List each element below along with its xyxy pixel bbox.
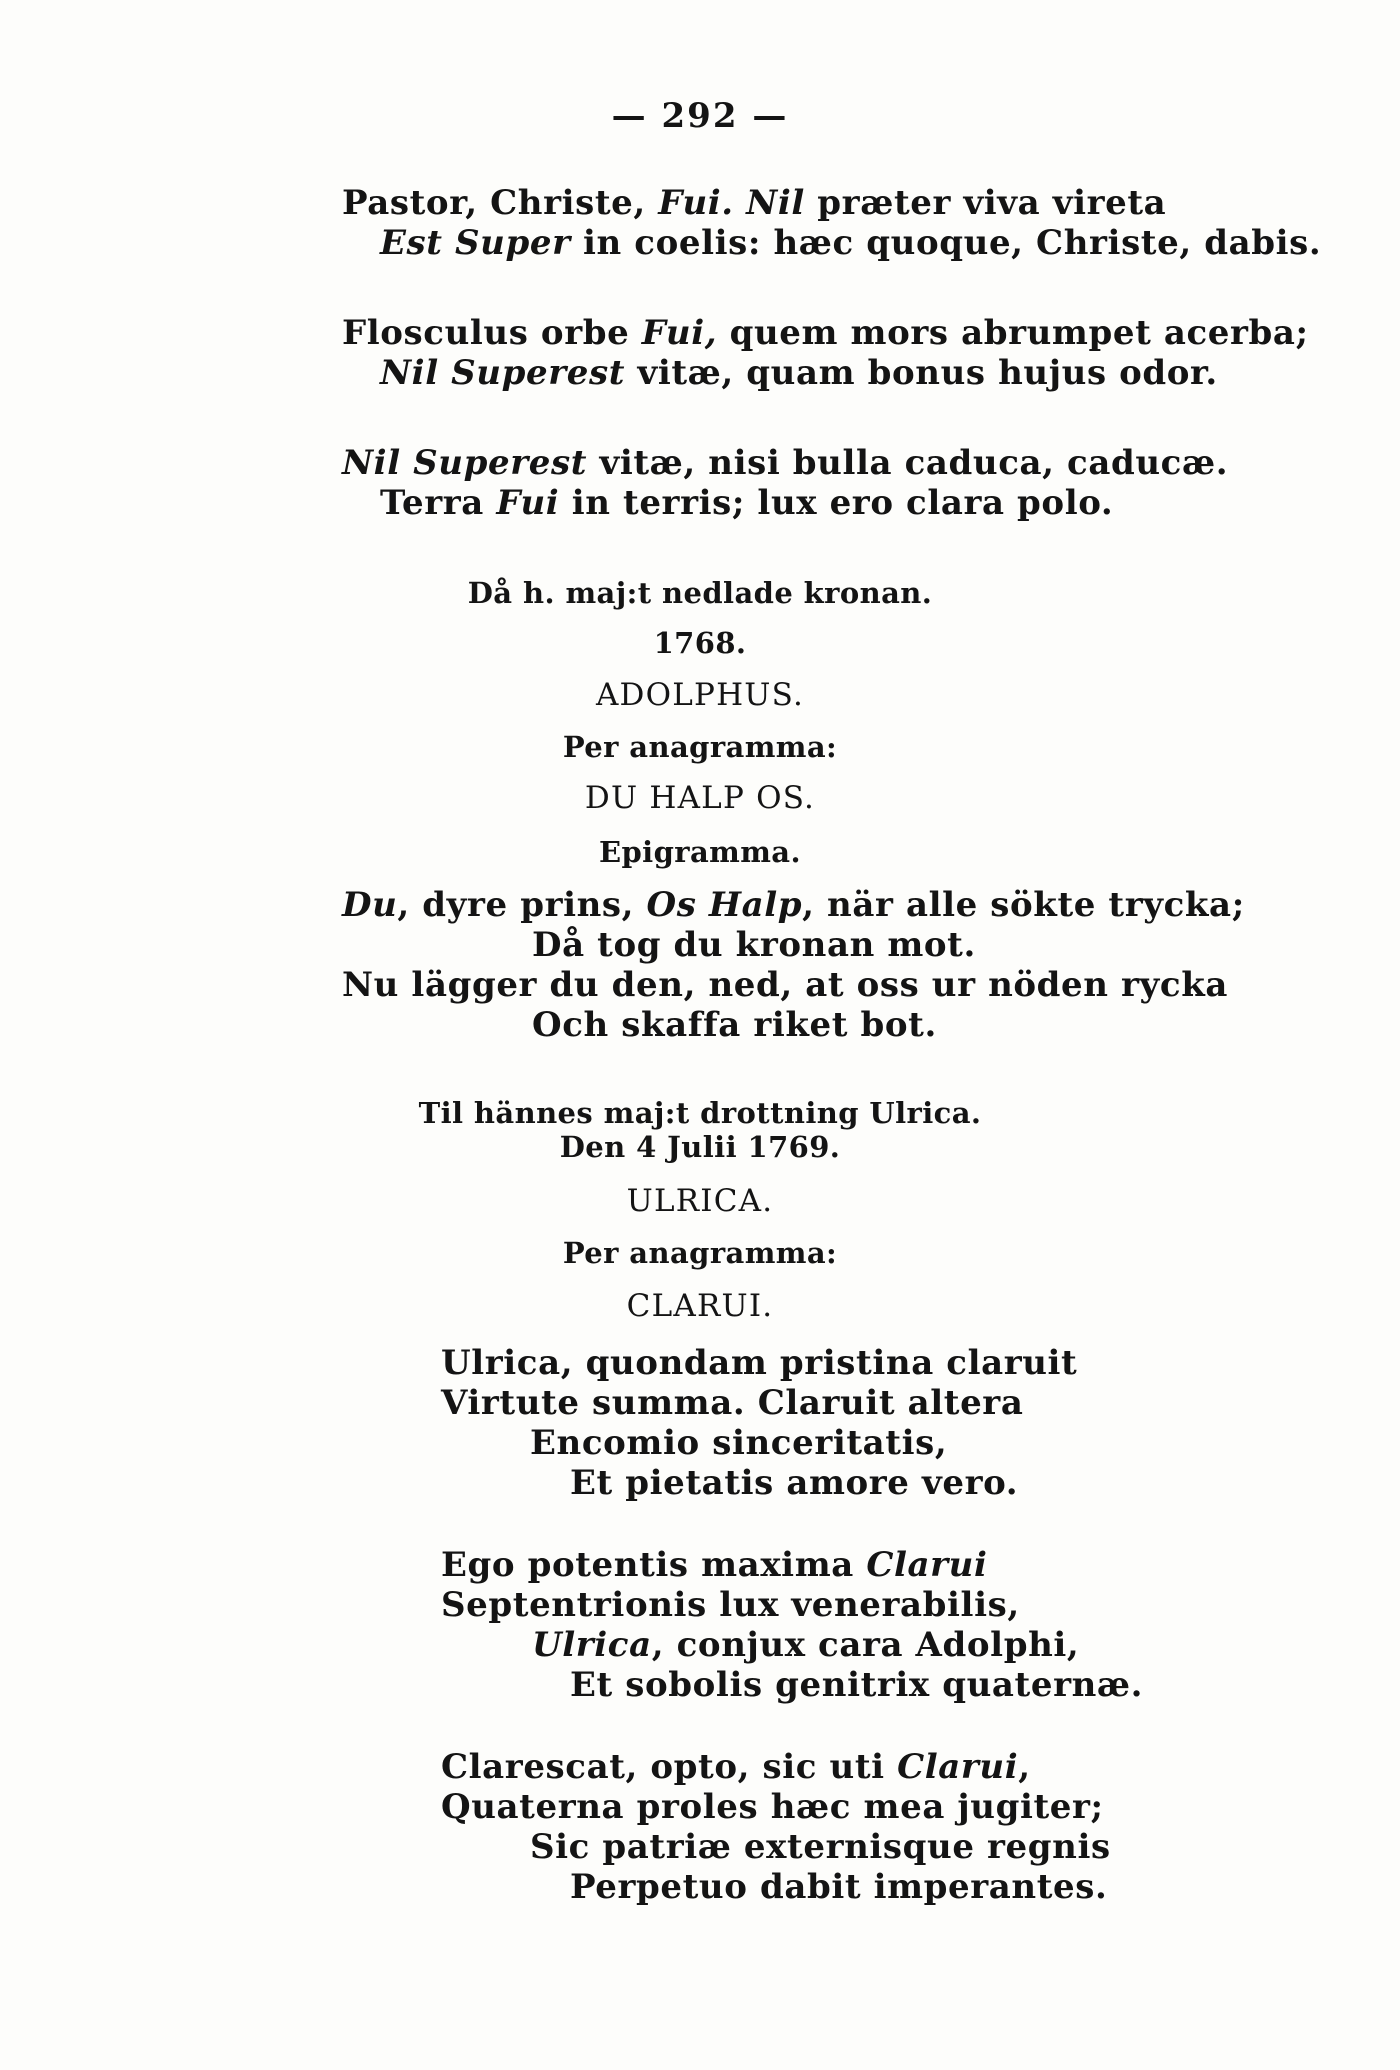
genre-heading: Epigramma. (598, 835, 801, 869)
verse-line: Et sobolis genitrix quaternæ. (570, 1665, 1144, 1705)
verse-line: Terra Fui in terris; lux ero clara polo. (380, 483, 1114, 523)
occasion-heading: Til hännes maj:t drottning Ulrica. (418, 1096, 982, 1130)
verse-line: Perpetuo dabit imperantes. (570, 1867, 1108, 1907)
verse-line: Ulrica, quondam pristina claruit (441, 1343, 1078, 1383)
name-heading: ADOLPHUS. (595, 677, 805, 713)
date-heading: Den 4 Julii 1769. (559, 1130, 841, 1164)
per-anagramma-label: Per anagramma: (562, 730, 838, 764)
name-heading: ULRICA. (626, 1183, 774, 1219)
verse-line: Och skaffa riket bot. (532, 1005, 937, 1045)
year-heading: 1768. (653, 626, 747, 660)
verse-line: Nu lägger du den, ned, at oss ur nöden rycka (342, 965, 1228, 1005)
verse-line: Virtute summa. Claruit altera (441, 1383, 1024, 1423)
page-number: — 292 — (611, 96, 789, 136)
verse-line: Flosculus orbe Fui, quem mors abrumpet acerba; (342, 313, 1309, 353)
verse-line: Nil Superest vitæ, quam bonus hujus odor. (380, 353, 1218, 393)
per-anagramma-label: Per anagramma: (562, 1236, 838, 1270)
verse-line: Quaterna proles hæc mea jugiter; (441, 1787, 1104, 1827)
occasion-heading: Då h. maj:t nedlade kronan. (467, 576, 933, 610)
verse-line: Septentrionis lux venerabilis, (441, 1585, 1020, 1625)
verse-line: Du, dyre prins, Os Halp, när alle sökte trycka; (342, 885, 1245, 925)
verse-line: Då tog du kronan mot. (532, 925, 976, 965)
verse-line: Et pietatis amore vero. (570, 1463, 1019, 1503)
verse-line: Est Super in coelis: hæc quoque, Christe, dabis. (380, 223, 1322, 263)
verse-line: Sic patriæ externisque regnis (530, 1827, 1111, 1867)
verse-line: Nil Superest vitæ, nisi bulla caduca, caducæ. (342, 443, 1229, 483)
verse-line: Pastor, Christe, Fui. Nil præter viva vireta (342, 183, 1167, 223)
verse-line: Encomio sinceritatis, (530, 1423, 948, 1463)
verse-line: Ego potentis maxima Clarui (441, 1545, 988, 1585)
anagram-heading: DU HALP OS. (584, 780, 816, 816)
anagram-heading: CLARUI. (626, 1288, 774, 1324)
verse-line: Ulrica, conjux cara Adolphi, (532, 1625, 1080, 1665)
verse-line: Clarescat, opto, sic uti Clarui, (441, 1747, 1031, 1787)
